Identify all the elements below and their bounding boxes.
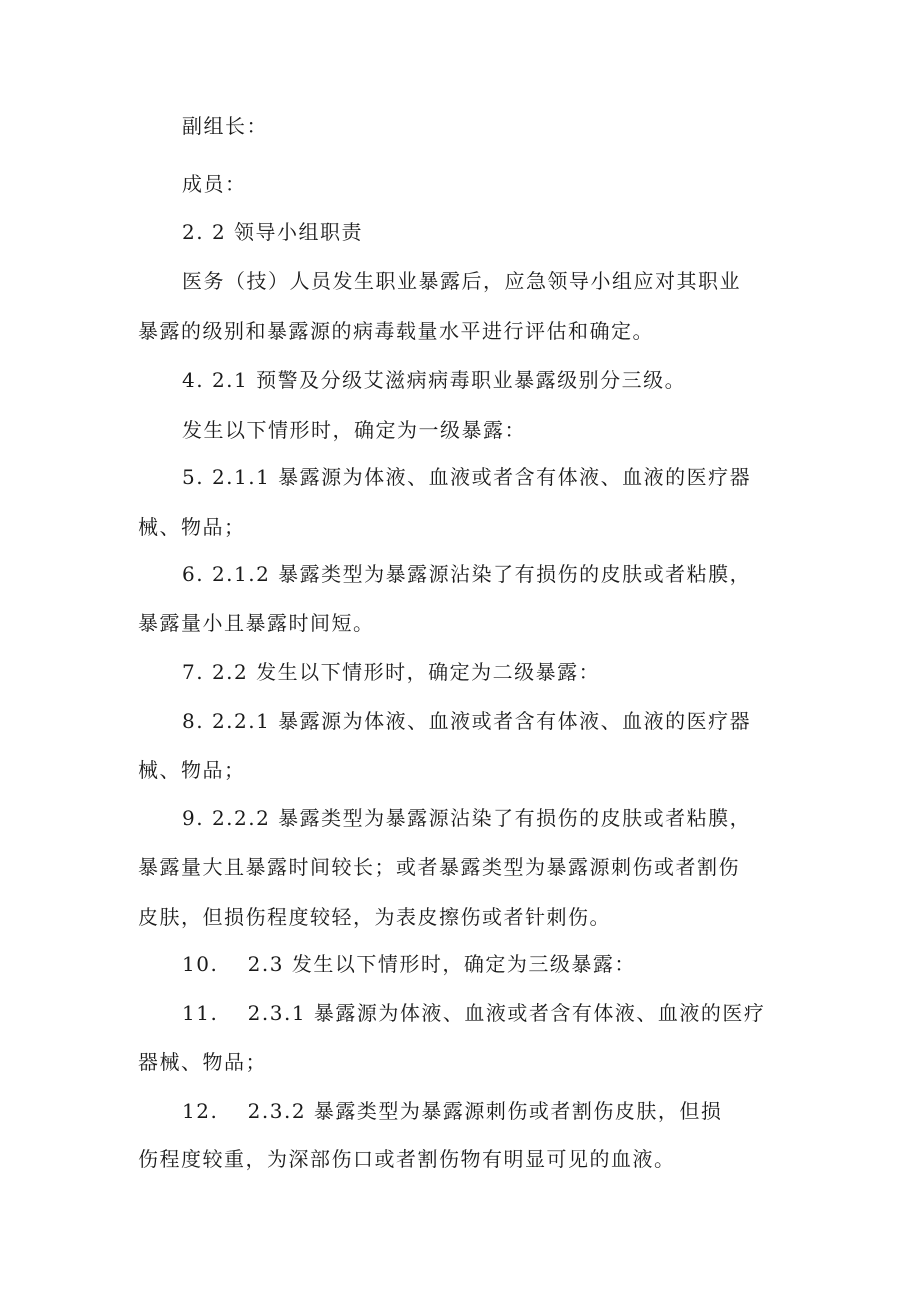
text-line: 伤程度较重，为深部伤口或者割伤物有明显可见的血液。	[138, 1147, 676, 1171]
text-line: 11. 2.3.1 暴露源为体液、血液或者含有体液、血液的医疗	[182, 1001, 766, 1025]
text-line: 器械、物品；	[138, 1050, 267, 1074]
text-line: 暴露量小且暴露时间短。	[138, 611, 375, 635]
text-line: 成员：	[182, 172, 247, 196]
text-line: 7. 2.2 发生以下情形时，确定为二级暴露：	[182, 660, 601, 684]
text-line: 12. 2.3.2 暴露类型为暴露源刺伤或者割伤皮肤，但损	[182, 1099, 723, 1123]
text-line: 10. 2.3 发生以下情形时，确定为三级暴露：	[182, 952, 636, 976]
text-line: 6. 2.1.2 暴露类型为暴露源沾染了有损伤的皮肤或者粘膜，	[182, 562, 752, 586]
text-line: 8. 2.2.1 暴露源为体液、血液或者含有体液、血液的医疗器	[182, 709, 752, 733]
text-line: 2. 2 领导小组职责	[182, 220, 364, 244]
text-line: 暴露的级别和暴露源的病毒载量水平进行评估和确定。	[138, 319, 654, 343]
text-line: 械、物品；	[138, 758, 246, 782]
text-line: 暴露量大且暴露时间较长；或者暴露类型为暴露源刺伤或者割伤	[138, 855, 740, 879]
text-line: 发生以下情形时，确定为一级暴露：	[182, 418, 526, 442]
text-line: 械、物品；	[138, 515, 246, 539]
text-line: 副组长：	[182, 114, 268, 138]
text-line: 9. 2.2.2 暴露类型为暴露源沾染了有损伤的皮肤或者粘膜，	[182, 806, 752, 830]
text-line: 5. 2.1.1 暴露源为体液、血液或者含有体液、血液的医疗器	[182, 465, 752, 489]
text-line: 皮肤，但损伤程度较轻，为表皮擦伤或者针刺伤。	[138, 905, 611, 929]
text-line: 医务（技）人员发生职业暴露后，应急领导小组应对其职业	[182, 269, 741, 293]
text-line: 4. 2.1 预警及分级艾滋病病毒职业暴露级别分三级。	[182, 368, 687, 392]
